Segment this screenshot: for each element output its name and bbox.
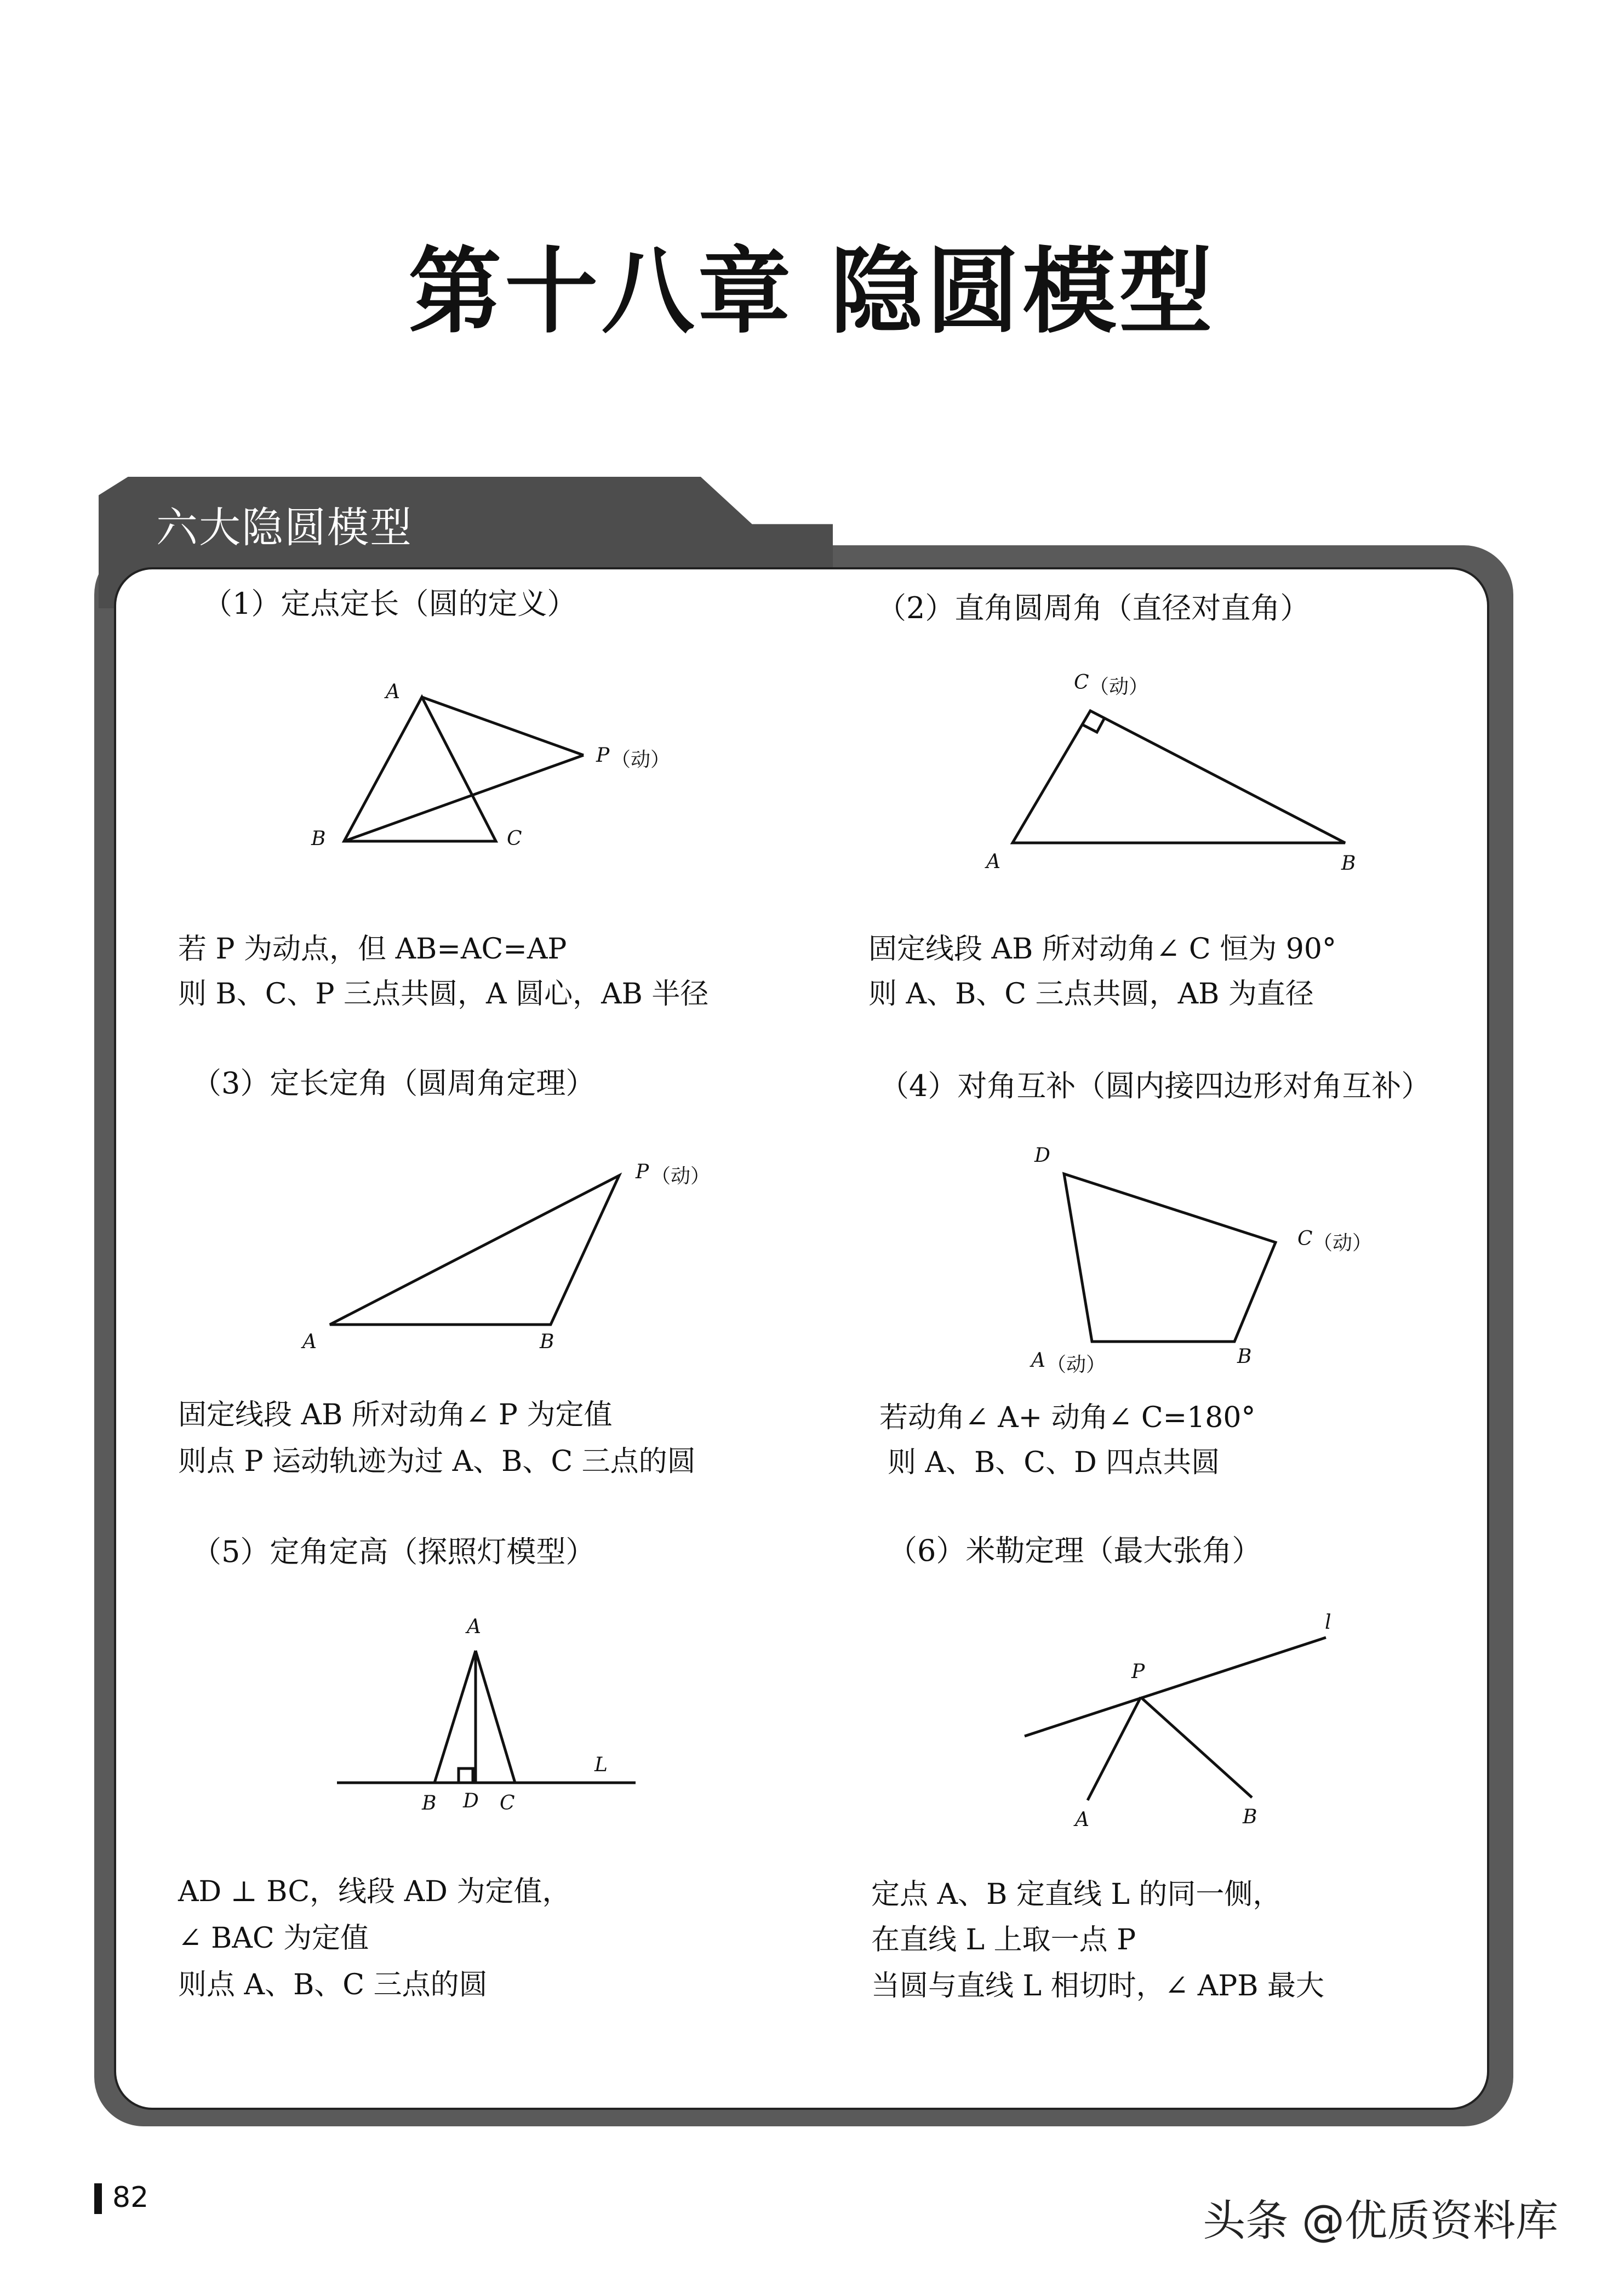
fig5-label-c: C <box>500 1792 515 1815</box>
model-3-line-2: 则点 P 运动轨迹为过 A、B、C 三点的圆 <box>178 1445 696 1478</box>
fig4-label-a-dynamic: （动） <box>1047 1354 1106 1376</box>
watermark: 头条 @优质资料库 <box>1203 2196 1558 2246</box>
fig3-label-p: P <box>636 1161 649 1183</box>
fig2-label-dynamic: （动） <box>1089 676 1149 698</box>
fig2-label-b: B <box>1341 852 1356 875</box>
model-1-line-2: 则 B、C、P 三点共圆，A 圆心，AB 半径 <box>178 978 709 1011</box>
quadrilateral-abcd <box>1064 1174 1276 1342</box>
fig6-label-p: P <box>1131 1661 1145 1683</box>
fig3-label-b: B <box>540 1331 554 1353</box>
page-number: 82 <box>112 2181 149 2214</box>
fig4-label-b: B <box>1237 1345 1252 1368</box>
model-2-line-2: 则 A、B、C 三点共圆，AB 为直径 <box>868 978 1314 1011</box>
model-6-line-1: 定点 A、B 定直线 L 的同一侧， <box>871 1878 1282 1911</box>
chapter-title: 第十八章 隐圆模型 <box>408 238 1216 346</box>
fig2-label-c: C <box>1074 671 1089 694</box>
segment-ac <box>476 1651 515 1783</box>
fig1-label-dynamic: （动） <box>611 749 671 771</box>
triangle-abc <box>344 697 496 841</box>
fig6-label-a: A <box>1075 1808 1089 1831</box>
figure-3 <box>330 1176 619 1325</box>
figure-2 <box>1013 711 1345 843</box>
page-number-bar <box>94 2183 102 2214</box>
model-4-line-2: 则 A、B、C、D 四点共圆 <box>888 1446 1220 1479</box>
figure-1 <box>344 697 584 841</box>
section-title: 六大隐圆模型 <box>156 503 413 552</box>
model-2-heading: （2）直角圆周角（直径对直角） <box>877 591 1310 625</box>
model-6-line-3: 当圆与直线 L 相切时，∠ APB 最大 <box>871 1970 1324 2002</box>
model-6-heading: （6）米勒定理（最大张角） <box>888 1533 1262 1568</box>
fig5-label-l: L <box>594 1754 608 1776</box>
segment-pb <box>1141 1697 1252 1798</box>
triangle-abp <box>330 1176 619 1325</box>
fig6-label-l: l <box>1325 1611 1331 1634</box>
fig1-label-b: B <box>311 828 326 850</box>
segment-ab <box>434 1651 476 1783</box>
segment-bp <box>344 755 584 841</box>
line-l <box>1025 1637 1326 1736</box>
fig3-label-a: A <box>302 1331 317 1353</box>
model-3-line-1: 固定线段 AB 所对动角∠ P 为定值 <box>178 1399 613 1431</box>
model-5-heading: （5）定角定高（探照灯模型） <box>192 1534 596 1569</box>
model-4-heading: （4）对角互补（圆内接四边形对角互补） <box>879 1069 1431 1103</box>
model-5-line-1: AD ⊥ BC，线段 AD 为定值， <box>178 1875 571 1908</box>
fig1-label-a: A <box>386 681 400 703</box>
model-3-heading: （3）定长定角（圆周角定理） <box>192 1066 596 1100</box>
model-1-line-1: 若 P 为动点，但 AB=AC=AP <box>178 933 567 966</box>
fig1-label-c: C <box>507 828 522 850</box>
fig3-label-dynamic: （动） <box>651 1165 711 1188</box>
fig1-label-p: P <box>596 744 610 767</box>
model-5-line-3: 则点 A、B、C 三点的圆 <box>178 1969 488 2001</box>
model-2-line-1: 固定线段 AB 所对动角∠ C 恒为 90° <box>868 933 1336 966</box>
fig5-label-a: A <box>467 1616 481 1638</box>
fig5-label-b: B <box>422 1792 437 1815</box>
triangle-abc <box>1013 711 1345 843</box>
right-angle-mark <box>459 1768 473 1783</box>
figure-4 <box>1064 1174 1276 1342</box>
model-4-line-1: 若动角∠ A+ 动角∠ C=180° <box>879 1401 1256 1434</box>
model-6-line-2: 在直线 L 上取一点 P <box>871 1924 1136 1956</box>
fig4-label-c-dynamic: （动） <box>1313 1232 1373 1254</box>
fig4-label-a: A <box>1031 1349 1045 1372</box>
fig4-label-c: C <box>1297 1228 1313 1250</box>
fig2-label-a: A <box>986 851 1000 873</box>
figure-6 <box>1025 1637 1326 1800</box>
model-1-heading: （1）定点定长（圆的定义） <box>203 586 577 621</box>
fig6-label-b: B <box>1243 1806 1257 1828</box>
figure-5 <box>337 1651 636 1783</box>
model-5-line-2: ∠ BAC 为定值 <box>178 1922 369 1955</box>
fig5-label-d: D <box>463 1790 479 1812</box>
fig4-label-d: D <box>1034 1144 1050 1167</box>
